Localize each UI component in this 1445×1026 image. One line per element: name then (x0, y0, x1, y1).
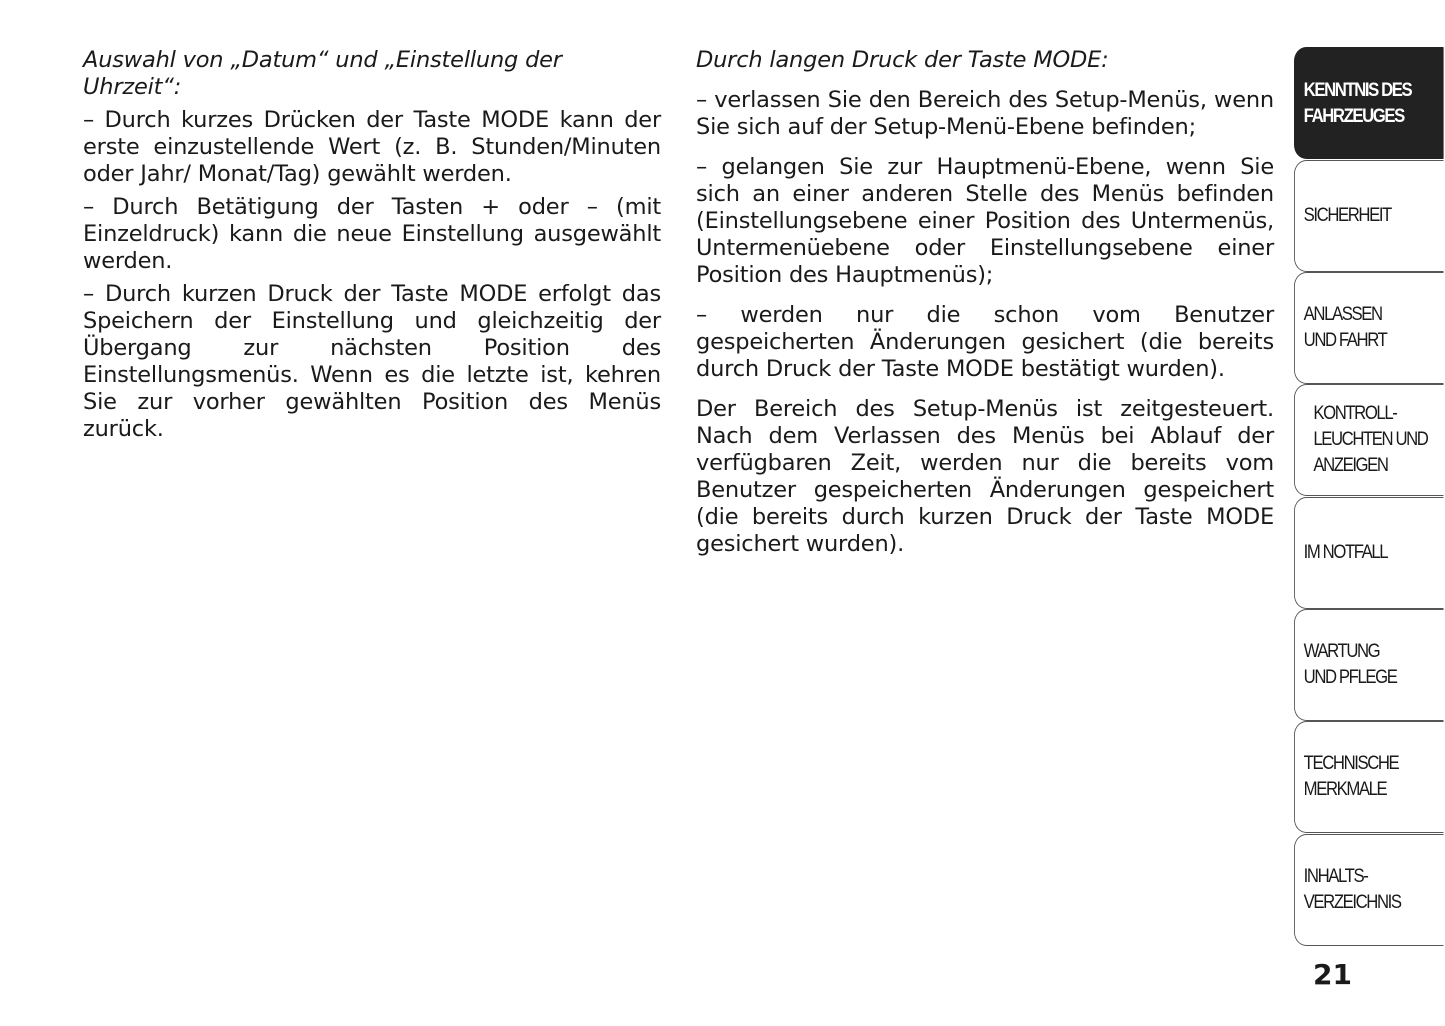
right-paragraph-3: – werden nur die schon vom Benutzer gespeicherten Änderungen gesichert (die bereits durch Druck der Taste MODE bestätigt wurden). (696, 302, 1274, 382)
right-paragraph-2: – gelangen Sie zur Hauptmenü-Ebene, wenn Sie sich an einer anderen Stelle des Menüs befinden (Einstellungsebene einer Position des Untermenüs, Untermenüebene oder Einstellungsebene einer Position des Hauptmenüs); (696, 154, 1274, 288)
left-heading: Auswahl von „Datum“ und „Einstellung der Uhrzeit“: (83, 47, 562, 100)
page-number: 21 (1313, 958, 1352, 991)
tab-kenntnis-des-fahrzeuges[interactable]: KENNTNIS DES FAHRZEUGES (1294, 47, 1444, 159)
tab-technische-merkmale[interactable]: TECHNISCHE MERKMALE (1294, 721, 1444, 833)
tab-anlassen-und-fahrt[interactable]: ANLASSEN UND FAHRT (1294, 272, 1444, 384)
right-paragraph-1: – verlassen Sie den Bereich des Setup-Menüs, wenn Sie sich auf der Setup-Menü-Ebene befinden; (696, 87, 1274, 140)
left-paragraph-2: – Durch Betätigung der Tasten + oder – (mit Einzeldruck) kann die neue Einstellung ausgewählt werden. (83, 194, 661, 274)
right-heading: Durch langen Druck der Taste MODE: (696, 47, 1109, 73)
tab-wartung-und-pflege[interactable]: WARTUNG UND PFLEGE (1294, 609, 1444, 721)
left-paragraph-3: – Durch kurzen Druck der Taste MODE erfolgt das Speichern der Einstellung und gleichzeitig der Übergang zur nächsten Position des Einstellungsmenüs. Wenn es die letzte ist, kehren Sie zur vorher gewählten Position des Menüs zurück. (83, 281, 661, 442)
right-paragraph-4: Der Bereich des Setup-Menüs ist zeitgesteuert. Nach dem Verlassen des Menüs bei Ablauf der verfügbaren Zeit, werden nur die bereits vom Benutzer gespeicherten Änderungen gespeichert (die bereits durch kurzen Druck der Taste MODE gesichert wurden). (696, 396, 1274, 557)
tab-inhaltsverzeichnis[interactable]: INHALTS- VERZEICHNIS (1294, 834, 1444, 946)
right-column (696, 47, 1274, 571)
tab-sicherheit[interactable]: SICHERHEIT (1294, 160, 1444, 272)
tab-kontrollleuchten-und-anzeigen[interactable]: KONTROLL- LEUCHTEN UND ANZEIGEN (1294, 384, 1444, 496)
left-column (83, 47, 661, 449)
tab-im-notfall[interactable]: IM NOTFALL (1294, 497, 1444, 609)
left-paragraph-1: – Durch kurzes Drücken der Taste MODE kann der erste einzustellende Wert (z. B. Stunden/Minuten oder Jahr/ Monat/Tag) gewählt werden. (83, 107, 661, 187)
